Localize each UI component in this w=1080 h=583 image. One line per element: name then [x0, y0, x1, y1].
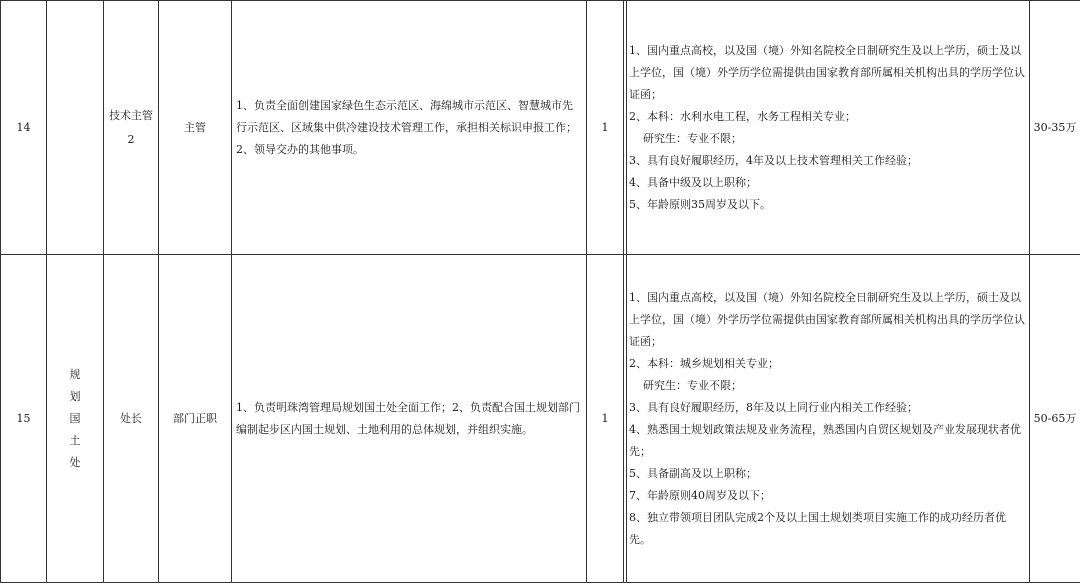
position-name: 技术主管	[104, 104, 158, 128]
headcount-cell: 1	[587, 1, 624, 255]
requirement-item: 研究生：专业不限；	[629, 375, 1027, 397]
department-char: 规	[47, 364, 103, 386]
requirements-cell	[627, 255, 1030, 583]
requirement-item: 2、本科：城乡规划相关专业；	[629, 353, 1027, 375]
duties-cell: 1、负责明珠湾管理局规划国土处全面工作；2、负责配合国土规划部门编制起步区内国土规划、土地利用的总体规划，并组织实施。	[232, 255, 587, 583]
requirement-item: 3、具有良好履职经历，4年及以上技术管理相关工作经验；	[629, 150, 1027, 172]
requirement-item: 1、国内重点高校，以及国（境）外知名院校全日制研究生及以上学历，硕士及以上学位，国（境）外学历学位需提供由国家教育部所属相关机构出具的学历学位认证函；	[629, 40, 1027, 106]
department-cell	[47, 1, 104, 255]
requirement-item: 5、具备副高及以上职称；	[629, 463, 1027, 485]
requirement-item: 研究生：专业不限；	[629, 128, 1027, 150]
requirement-item: 4、具备中级及以上职称；	[629, 172, 1027, 194]
department-char: 国	[47, 408, 103, 430]
row-index: 15	[1, 255, 47, 583]
title-cell: 部门正职	[159, 255, 232, 583]
requirement-item: 3、具有良好履职经历，8年及以上同行业内相关工作经验；	[629, 397, 1027, 419]
requirement-item: 7、年龄原则40周岁及以下；	[629, 485, 1027, 507]
requirement-item: 2、本科：水利水电工程，水务工程相关专业；	[629, 106, 1027, 128]
requirement-item: 1、国内重点高校，以及国（境）外知名院校全日制研究生及以上学历，硕士及以上学位，国（境）外学历学位需提供由国家教育部所属相关机构出具的学历学位认证函；	[629, 287, 1027, 353]
table-row	[1, 1, 1080, 255]
salary-cell: 30-35万	[1030, 1, 1080, 255]
title-cell: 主管	[159, 1, 232, 255]
requirements-cell	[627, 1, 1030, 255]
row-index: 14	[1, 1, 47, 255]
position-number: 2	[104, 128, 158, 152]
department-char: 处	[47, 452, 103, 474]
position-cell	[104, 1, 159, 255]
duties-cell: 1、负责全面创建国家绿色生态示范区、海绵城市示范区、智慧城市先行示范区、区域集中供冷建设技术管理工作，承担相关标识申报工作；2、领导交办的其他事项。	[232, 1, 587, 255]
department-cell	[47, 255, 104, 583]
department-char: 划	[47, 386, 103, 408]
position-cell: 处长	[104, 255, 159, 583]
table-row	[1, 255, 1080, 583]
department-char: 土	[47, 430, 103, 452]
headcount-cell: 1	[587, 255, 624, 583]
requirement-item: 8、独立带领项目团队完成2个及以上国土规划类项目实施工作的成功经历者优先。	[629, 507, 1027, 551]
requirement-item: 5、年龄原则35周岁及以下。	[629, 194, 1027, 216]
requirement-item: 4、熟悉国土规划政策法规及业务流程，熟悉国内自贸区规划及产业发展现状者优先；	[629, 419, 1027, 463]
salary-cell: 50-65万	[1030, 255, 1080, 583]
